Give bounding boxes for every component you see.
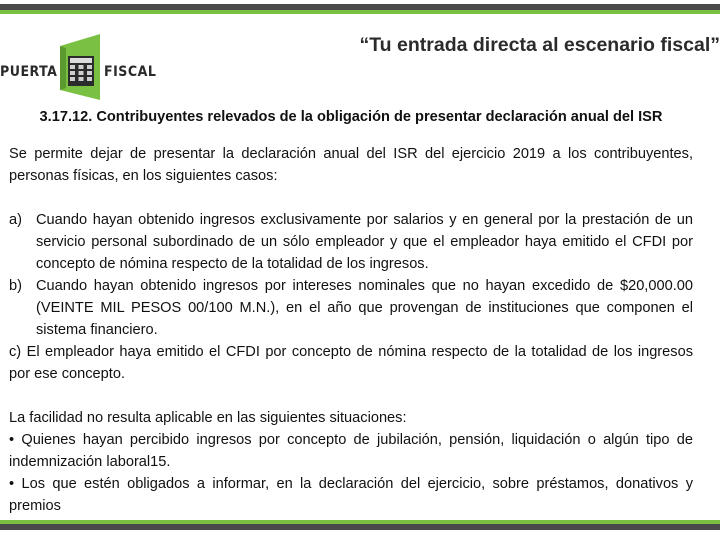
door-calculator-icon bbox=[56, 34, 104, 100]
list-item-text: Cuando hayan obtenido ingresos exclusivamente por salarios y en general por la prestación de un servicio personal subordinado de un sólo empleador y que el empleador haya emitido el CFDI por concepto de nómina respecto de la totalidad de los ingresos. bbox=[36, 212, 693, 272]
list-item-b bbox=[9, 275, 693, 341]
exceptions-intro: La facilidad no resulta aplicable en las siguientes situaciones: bbox=[9, 410, 407, 426]
exception-bullet-2: • Los que estén obligados a informar, en la declaración del ejercicio, sobre préstamos, donativos y premios bbox=[9, 476, 693, 514]
bottom-decorative-bar bbox=[0, 520, 720, 532]
exception-bullet-1: • Quienes hayan percibido ingresos por concepto de jubilación, pensión, liquidación o algún tipo de indemnización laboral15. bbox=[9, 432, 693, 470]
document-body bbox=[9, 106, 693, 517]
logo-text-right: FISCAL bbox=[104, 64, 157, 80]
list-item-text: Cuando hayan obtenido ingresos por intereses nominales que no hayan excedido de $20,000.00 (VEINTE MIL PESOS 00/100 M.N.), en el año que provengan de instituciones que componen el sistema financiero. bbox=[36, 278, 693, 338]
top-green-stripe bbox=[0, 10, 720, 14]
top-decorative-bar bbox=[0, 0, 720, 18]
list-item-label: b) bbox=[9, 278, 22, 294]
list-item-c: c) El empleador haya emitido el CFDI por concepto de nómina respecto de la totalidad de los ingresos por ese concepto. bbox=[9, 344, 693, 382]
list-item-label: a) bbox=[9, 212, 22, 228]
intro-paragraph: Se permite dejar de presentar la declaración anual del ISR del ejercicio 2019 a los contribuyentes, personas físicas, en los siguientes casos: bbox=[9, 146, 693, 184]
bottom-dark-stripe bbox=[0, 524, 720, 530]
puerta-fiscal-logo bbox=[0, 34, 160, 100]
logo-text-left: PUERTA bbox=[0, 64, 58, 80]
list-item-a bbox=[9, 209, 693, 275]
header-tagline: “Tu entrada directa al escenario fiscal” bbox=[359, 34, 720, 56]
document-title: 3.17.12. Contribuyentes relevados de la obligación de presentar declaración anual del ISR bbox=[39, 109, 663, 125]
